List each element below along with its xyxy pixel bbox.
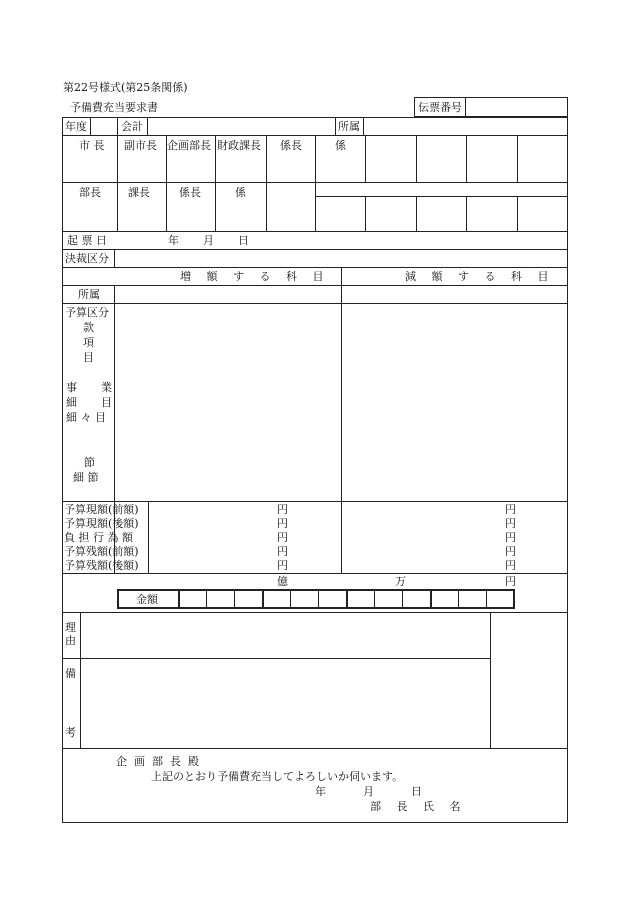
approval-shicho: 市 長 bbox=[79, 139, 105, 152]
unit-man: 万 bbox=[395, 575, 406, 588]
kihyo-label: 起 票 日 bbox=[67, 234, 107, 247]
yen-mark: 円 bbox=[505, 531, 516, 544]
saisai-label: 細 々 目 bbox=[66, 411, 106, 424]
decrease-header: 減 額 す る 科 目 bbox=[405, 270, 555, 283]
riyu-label-2: 由 bbox=[65, 634, 76, 647]
unit-oku: 億 bbox=[277, 575, 288, 588]
approval-kakaricho-2: 係長 bbox=[179, 186, 201, 199]
bikou-label-bottom: 考 bbox=[65, 726, 76, 739]
denpyo-number-field[interactable] bbox=[466, 98, 567, 116]
saimoku-right: 目 bbox=[101, 396, 112, 409]
approval-kacho: 課長 bbox=[128, 186, 150, 199]
amount-row-label: 予算残額(後額) bbox=[64, 559, 139, 572]
approval-fukushicho: 副市長 bbox=[124, 139, 157, 152]
yen-mark: 円 bbox=[277, 559, 288, 572]
jigyou-right: 業 bbox=[101, 381, 112, 394]
kihyo-month: 月 bbox=[203, 234, 214, 247]
yosan-kubun-label: 予算区分 bbox=[65, 306, 109, 319]
yen-mark: 円 bbox=[505, 545, 516, 558]
approval-kikaku-bucho: 企画部長 bbox=[167, 139, 211, 152]
saimoku-left: 細 bbox=[66, 396, 77, 409]
footer-month: 月 bbox=[363, 785, 374, 798]
increase-header: 増 額 す る 科 目 bbox=[180, 270, 330, 283]
yen-mark: 円 bbox=[505, 559, 516, 572]
request-text: 上記のとおり予備費充当してよろしいか伺います。 bbox=[151, 770, 404, 783]
yen-mark: 円 bbox=[505, 503, 516, 516]
kihyo-year: 年 bbox=[168, 234, 179, 247]
form-title: 予備費充当要求書 bbox=[70, 101, 158, 114]
approval-kakari: 係 bbox=[335, 139, 346, 152]
shozoku-label: 所属 bbox=[338, 120, 360, 133]
approval-kakaricho: 係長 bbox=[280, 139, 302, 152]
riyu-label-1: 理 bbox=[65, 621, 76, 634]
kingaku-label: 金額 bbox=[136, 593, 158, 606]
bikou-label-top: 備 bbox=[65, 667, 76, 680]
amount-row-label: 予算残額(前額) bbox=[64, 545, 139, 558]
amount-row-label: 予算現額(後額) bbox=[64, 517, 139, 530]
denpyo-label: 伝票番号 bbox=[418, 101, 462, 114]
kihyo-day: 日 bbox=[238, 234, 249, 247]
shozoku-2-label: 所属 bbox=[78, 288, 100, 301]
approval-kakari-2: 係 bbox=[235, 186, 246, 199]
footer-day: 日 bbox=[411, 785, 422, 798]
form-number: 第22号様式(第25条関係) bbox=[63, 81, 188, 94]
yen-mark: 円 bbox=[505, 517, 516, 530]
yen-mark: 円 bbox=[277, 517, 288, 530]
addressee: 企 画 部 長 殿 bbox=[116, 755, 199, 768]
amount-row-label: 負 担 行 為 額 bbox=[64, 531, 133, 544]
signature-label: 部 長 氏 名 bbox=[370, 800, 467, 813]
amount-row-label: 予算現額(前額) bbox=[64, 503, 139, 516]
moku-label: 目 bbox=[83, 351, 94, 364]
saisetsu-label: 細 節 bbox=[73, 471, 99, 484]
kessai-label: 決裁区分 bbox=[65, 252, 109, 265]
approval-zaisei-kacho: 財政課長 bbox=[217, 139, 261, 152]
kou-label: 項 bbox=[83, 336, 94, 349]
footer-year: 年 bbox=[315, 785, 326, 798]
unit-en: 円 bbox=[505, 575, 516, 588]
yen-mark: 円 bbox=[277, 503, 288, 516]
approval-bucho: 部長 bbox=[79, 186, 101, 199]
yen-mark: 円 bbox=[277, 531, 288, 544]
kaikei-label: 会計 bbox=[121, 120, 143, 133]
kan-label: 款 bbox=[83, 321, 94, 334]
jigyou-left: 事 bbox=[66, 381, 77, 394]
nendo-label: 年度 bbox=[65, 120, 87, 133]
setsu-label: 節 bbox=[84, 456, 95, 469]
yen-mark: 円 bbox=[277, 545, 288, 558]
kingaku-grid bbox=[117, 589, 515, 609]
